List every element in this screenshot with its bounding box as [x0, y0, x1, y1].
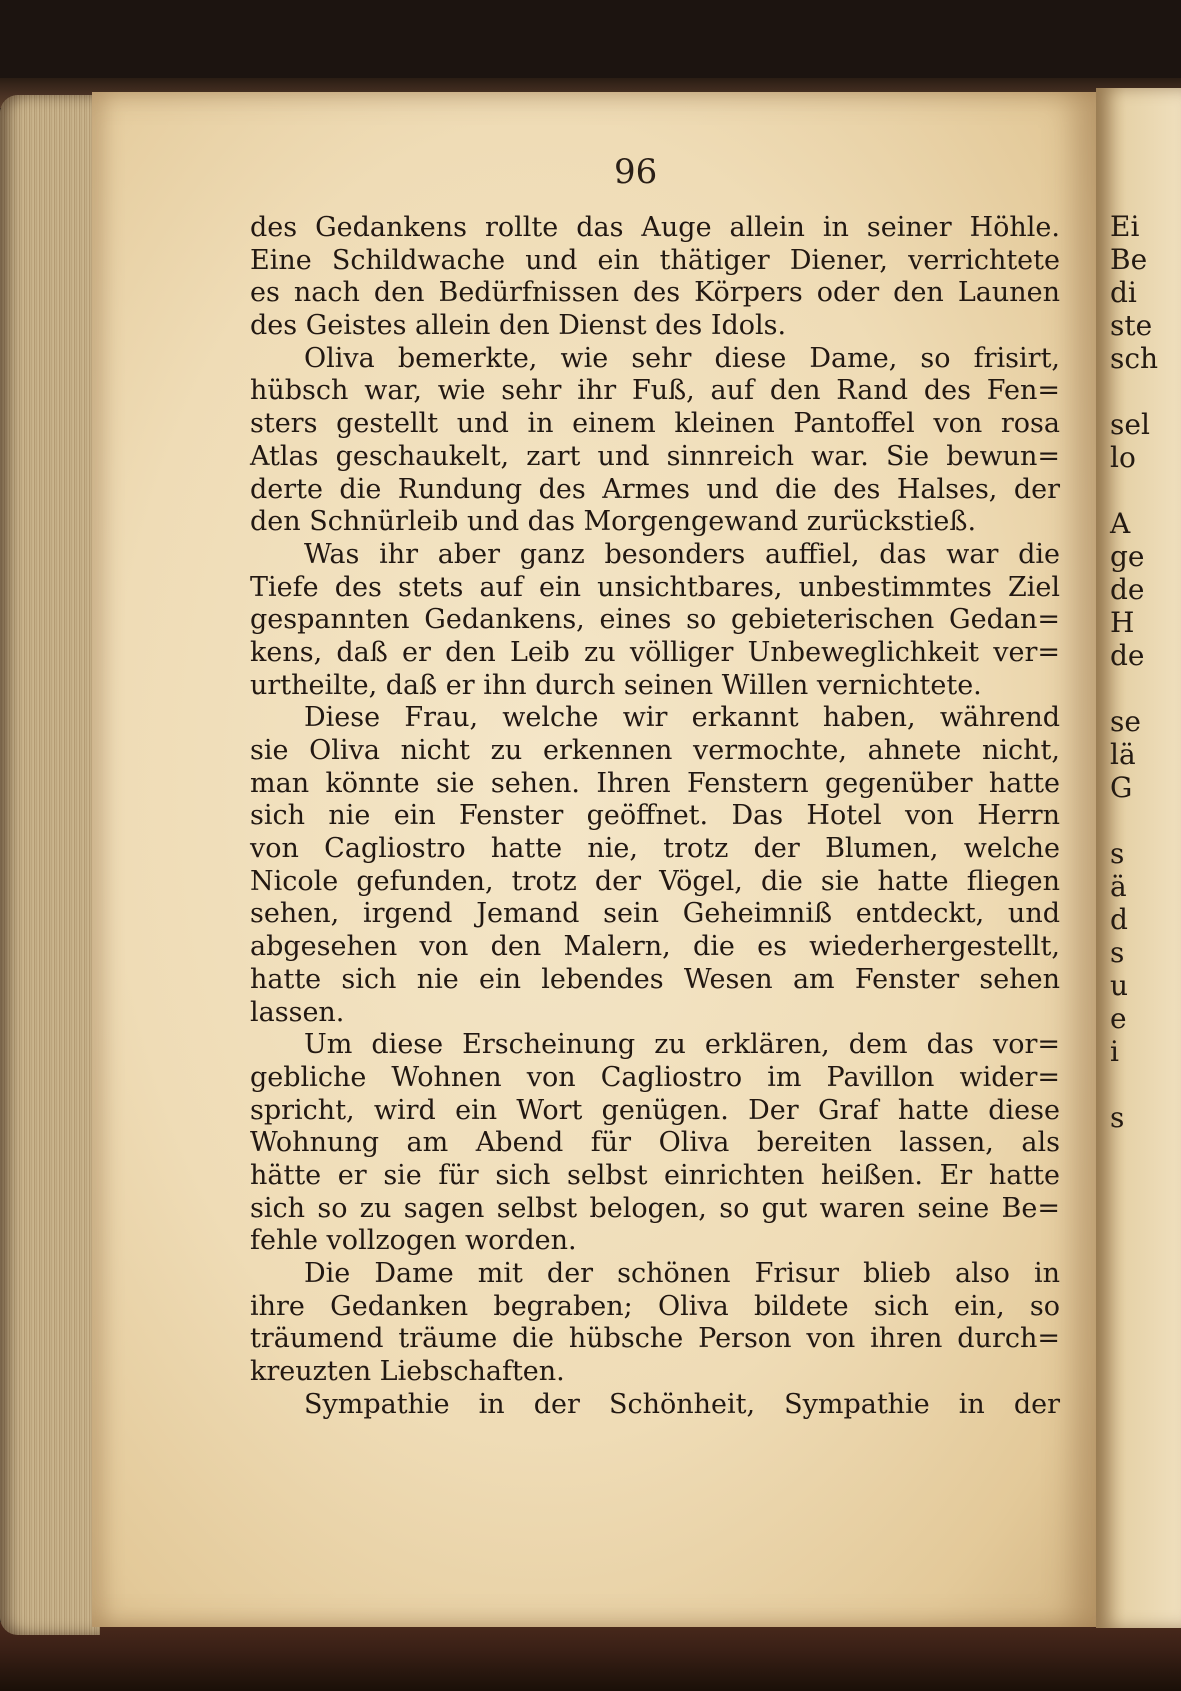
next-page-fragment: Be [1110, 243, 1148, 276]
next-page-fragment: se [1110, 705, 1141, 738]
text-line: fehle vollzogen worden. [250, 1225, 577, 1257]
text-line: Sympathie in der Schönheit, Sympathie in der [304, 1388, 1060, 1420]
text-line: hübsch war, wie sehr ihr Fuß, auf den Rand des Fen= [250, 375, 1060, 407]
text-line: Nicole gefunden, trotz der Vögel, die sie hatte fliegen [250, 865, 1060, 897]
text-line: Eine Schildwache und ein thätiger Diener, verrichtete [250, 244, 1060, 276]
right-page-edge [1096, 88, 1181, 1628]
next-page-fragment: s [1110, 837, 1125, 870]
next-page-fragment: u [1110, 969, 1129, 1002]
text-line: Diese Frau, welche wir erkannt haben, während [304, 702, 1060, 734]
text-line: sters gestellt und in einem kleinen Pantoffel von rosa [250, 408, 1060, 440]
text-line: des Geistes allein den Dienst des Idols. [250, 310, 787, 342]
next-page-fragment: di [1110, 276, 1137, 309]
text-line: kens, daß er den Leib zu völliger Unbeweglichkeit ver= [250, 636, 1060, 668]
next-page-fragment: Ei [1110, 210, 1140, 243]
next-page-fragment: sch [1110, 342, 1159, 375]
next-page-fragment: ste [1110, 309, 1153, 342]
text-line: sich nie ein Fenster geöffnet. Das Hotel von Herrn [250, 800, 1060, 832]
text-line: ihre Gedanken begraben; Oliva bildete sich ein, so [250, 1290, 1060, 1322]
next-page-fragment: lä [1110, 738, 1136, 771]
text-line: hatte sich nie ein lebendes Wesen am Fenster sehen [250, 963, 1060, 995]
next-page-fragment: sel [1110, 408, 1150, 441]
next-page-fragment: s [1110, 1101, 1125, 1134]
next-page-fragment: A [1110, 507, 1131, 540]
text-line: sehen, irgend Jemand sein Geheimniß entdeckt, und [250, 898, 1060, 930]
next-page-fragment: d [1110, 903, 1128, 936]
text-line: urtheilte, daß er ihn durch seinen Willen vernichtete. [250, 669, 982, 701]
text-line: sich so zu sagen selbst belogen, so gut waren seine Be= [250, 1192, 1060, 1224]
text-line: spricht, wird ein Wort genügen. Der Graf hatte diese [250, 1094, 1060, 1126]
text-line: des Gedankens rollte das Auge allein in seiner Höhle. [250, 212, 1060, 243]
text-line: von Cagliostro hatte nie, trotz der Blumen, welche [250, 833, 1060, 865]
next-page-fragment: lo [1110, 441, 1136, 474]
text-line: es nach den Bedürfnissen des Körpers oder den Launen [250, 277, 1060, 309]
text-line: sie Oliva nicht zu erkennen vermochte, ahnete nicht, [250, 735, 1060, 766]
text-line: hätte er sie für sich selbst einrichten heißen. Er hatte [250, 1159, 1060, 1191]
next-page-fragment: i [1110, 1035, 1119, 1068]
text-line: gebliche Wohnen von Cagliostro im Pavillon wider= [250, 1061, 1060, 1093]
text-line: gespannten Gedankens, eines so gebieterischen Gedan= [250, 604, 1060, 636]
text-line: kreuzten Liebschaften. [250, 1356, 565, 1388]
next-page-fragment: e [1110, 1002, 1127, 1035]
next-page-fragment: H [1110, 606, 1135, 639]
text-line: abgesehen von den Malern, die es wiederhergestellt, [250, 931, 1060, 963]
next-page-fragment: ge [1110, 540, 1145, 573]
text-line: Die Dame mit der schönen Frisur blieb also in [304, 1258, 1060, 1289]
next-page-fragment: de [1110, 639, 1145, 672]
text-line: Was ihr aber ganz besonders auffiel, das war die [304, 538, 1060, 570]
book-cover-bottom [0, 1622, 1181, 1691]
text-line: träumend träume die hübsche Person von ihren durch= [250, 1323, 1060, 1355]
text-line: Wohnung am Abend für Oliva bereiten lassen, als [250, 1127, 1060, 1159]
next-page-fragment: de [1110, 573, 1145, 606]
text-line: man könnte sie sehen. Ihren Fenstern gegenüber hatte [250, 767, 1060, 799]
text-line: lassen. [250, 996, 345, 1028]
page-body-text [250, 212, 1060, 1421]
page-edges-left [0, 95, 100, 1635]
text-line: Oliva bemerkte, wie sehr diese Dame, so frisirt, [304, 342, 1060, 374]
text-line: den Schnürleib und das Morgengewand zurückstieß. [250, 506, 977, 538]
text-line: Atlas geschaukelt, zart und sinnreich war. Sie bewun= [250, 440, 1060, 472]
text-line: Um diese Erscheinung zu erklären, dem das vor= [304, 1029, 1060, 1061]
text-line: derte die Rundung des Armes und die des Halses, der [250, 473, 1060, 505]
next-page-fragment: s [1110, 936, 1125, 969]
text-line: Tiefe des stets auf ein unsichtbares, unbestimmtes Ziel [250, 571, 1060, 603]
page-number: 96 [614, 152, 658, 192]
next-page-fragment: G [1110, 771, 1133, 804]
next-page-fragment: ä [1110, 870, 1127, 903]
